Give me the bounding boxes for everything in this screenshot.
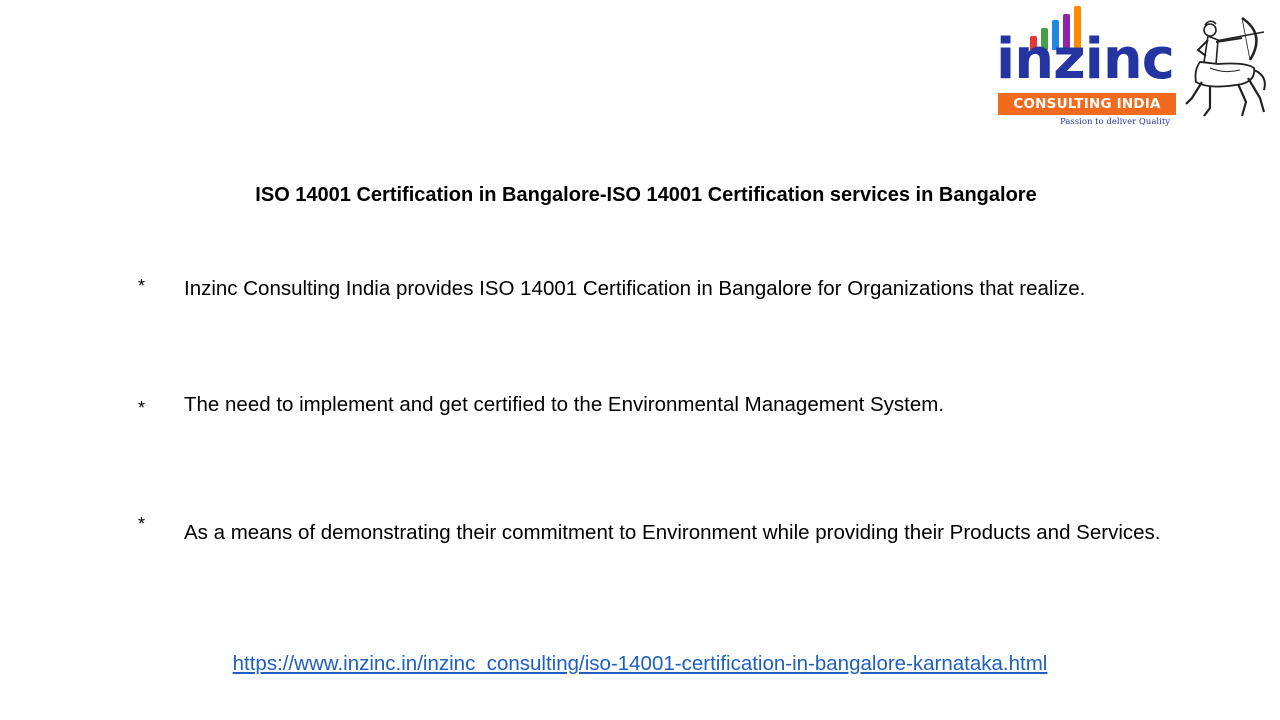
page-title: ISO 14001 Certification in Bangalore-ISO 14001 Certification services in Bangalore xyxy=(255,184,1037,206)
bullet-marker: * xyxy=(138,514,146,534)
logo-wordmark: inzinc xyxy=(996,27,1174,92)
certification-page-link[interactable]: https://www.inzinc.in/inzinc_consulting/iso-14001-certification-in-bangalore-karnataka.html xyxy=(232,652,1048,675)
bullet-marker: * xyxy=(138,398,146,418)
bullet-marker: * xyxy=(138,276,146,296)
logo-tagline: CONSULTING INDIA xyxy=(998,93,1176,115)
logo-slogan: Passion to deliver Quality xyxy=(1060,117,1171,127)
bullet-text: Inzinc Consulting India provides ISO 14001 Certification in Bangalore for Organizations that realize. xyxy=(184,277,1086,300)
bullet-text: As a means of demonstrating their commitment to Environment while providing their Products and Services. xyxy=(184,521,1161,544)
company-logo xyxy=(990,2,1272,130)
archer-centaur-icon xyxy=(1180,12,1270,122)
bullet-text: The need to implement and get certified to the Environmental Management System. xyxy=(184,393,945,416)
